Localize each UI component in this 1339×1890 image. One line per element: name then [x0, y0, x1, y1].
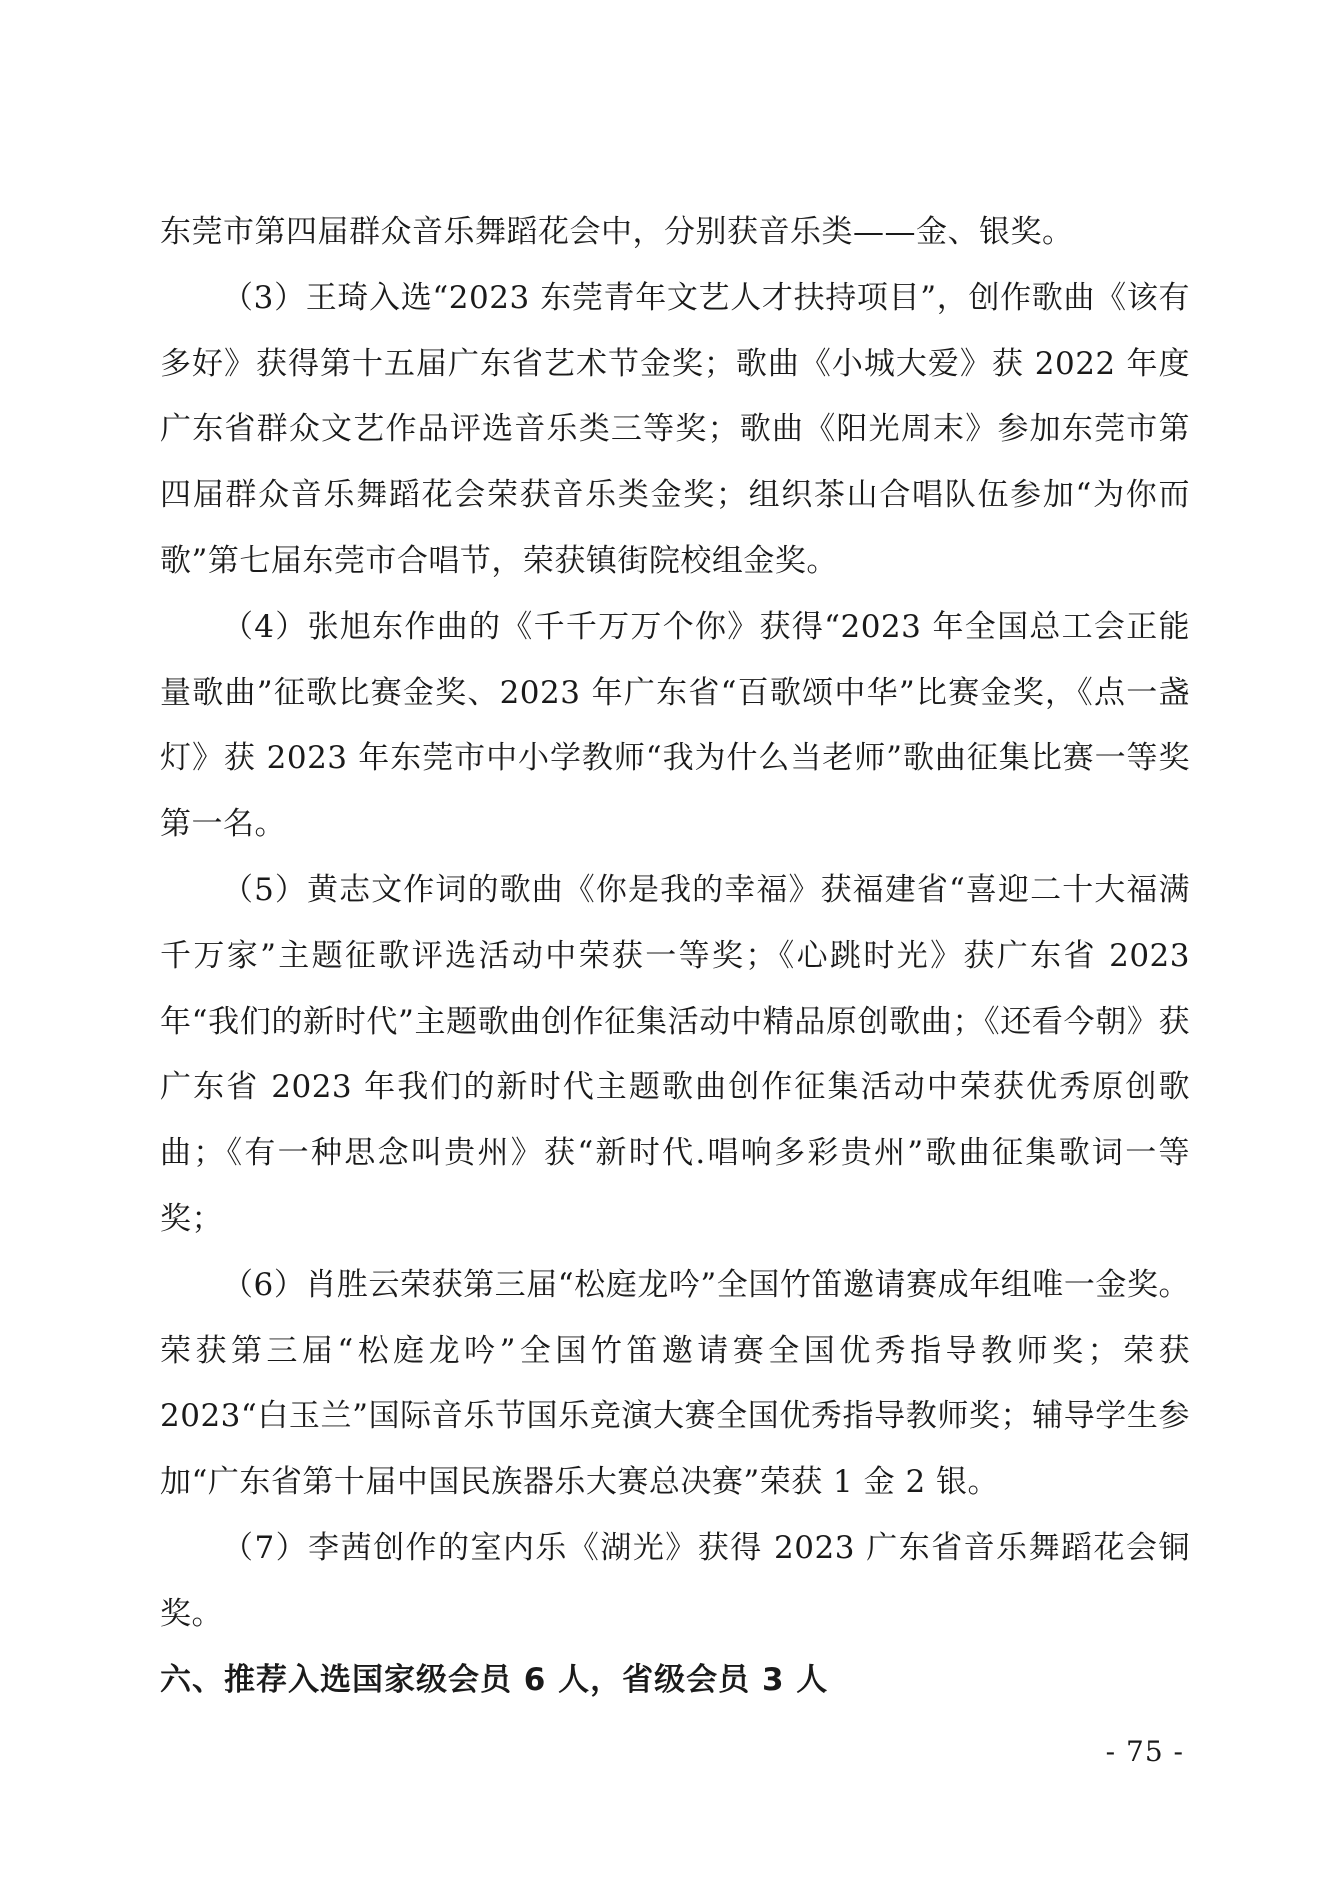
paragraph-item-6: （6）肖胜云荣获第三届“松庭龙吟”全国竹笛邀请赛成年组唯一金奖。荣获第三届“松庭龙吟”全国竹笛邀请赛全国优秀指导教师奖；荣获 2023“白玉兰”国际音乐节国乐竞演大赛全国优秀指导教师奖；辅导学生参加“广东省第十届中国民族器乐大赛总决赛”荣获 1 金 2 银。: [160, 1266, 1190, 1501]
paragraph-item-5: （5）黄志文作词的歌曲《你是我的幸福》获福建省“喜迎二十大福满千万家”主题征歌评选活动中荣获一等奖；《心跳时光》获广东省 2023 年“我们的新时代”主题歌曲创作征集活动中精品原创歌曲；《还看今朝》获广东省 2023 年我们的新时代主题歌曲创作征集活动中荣获优秀原创歌曲；《有一种思念叫贵州》获“新时代.唱响多彩贵州”歌曲征集歌词一等奖；: [160, 871, 1190, 1237]
paragraph-item-3: （3）王琦入选“2023 东莞青年文艺人才扶持项目”，创作歌曲《该有多好》获得第十五届广东省艺术节金奖；歌曲《小城大爱》获 2022 年度广东省群众文艺作品评选音乐类三等奖；歌曲《阳光周末》参加东莞市第四届群众音乐舞蹈花会荣获音乐类金奖；组织茶山合唱队伍参加“为你而歌”第七届东莞市合唱节，荣获镇街院校组金奖。: [160, 279, 1190, 579]
document-body: [160, 200, 1190, 1713]
paragraph-item-4: （4）张旭东作曲的《千千万万个你》获得“2023 年全国总工会正能量歌曲”征歌比赛金奖、2023 年广东省“百歌颂中华”比赛金奖，《点一盏灯》获 2023 年东莞市中小学教师“我为什么当老师”歌曲征集比赛一等奖第一名。: [160, 608, 1190, 843]
page-number: - 75 -: [1105, 1735, 1184, 1768]
paragraph-item-7: （7）李茜创作的室内乐《湖光》获得 2023 广东省音乐舞蹈花会铜奖。: [160, 1529, 1190, 1632]
section-heading: 六、推荐入选国家级会员 6 人，省级会员 3 人: [160, 1661, 829, 1698]
paragraph-continuation: 东莞市第四届群众音乐舞蹈花会中，分别获音乐类——金、银奖。: [160, 214, 1074, 250]
